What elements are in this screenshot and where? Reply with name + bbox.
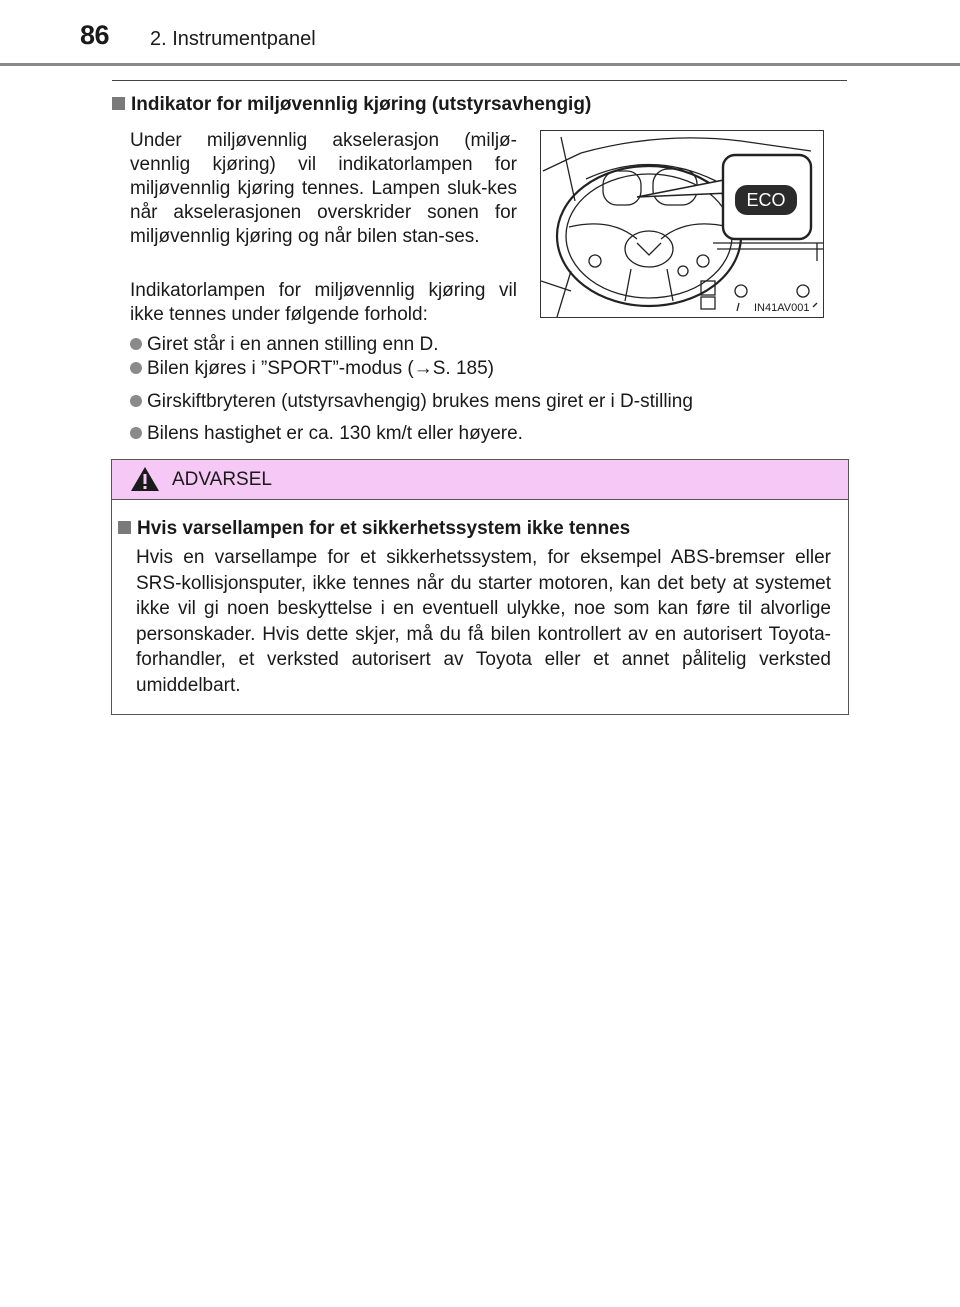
warning-label: ADVARSEL [172, 469, 272, 490]
warning-triangle-icon [130, 466, 160, 497]
page-number: 86 [80, 20, 110, 50]
header-divider [0, 63, 960, 66]
list-item [130, 422, 523, 446]
square-bullet-icon [112, 97, 125, 110]
list-item-text: Girskiftbryteren (utstyrsavhengig) brukes mens giret er i D-stilling [147, 391, 693, 412]
list-item [130, 333, 439, 357]
figure-code: IN41AV001 [754, 302, 810, 314]
warning-header [112, 460, 848, 500]
bullet-dot-icon [130, 427, 142, 439]
bullet-dot-icon [130, 362, 142, 374]
steering-wheel-illustration [541, 131, 823, 317]
paragraph-conditions: Indikatorlampen for miljøvennlig kjøring vil ikke tennes under følgende forhold: [130, 280, 517, 325]
square-bullet-icon [118, 521, 131, 534]
paragraph-intro: Under miljøvennlig akselerasjon (miljø-vennlig kjøring) vil indikatorlampen for miljøvennlig kjøring tennes. Lampen sluk-kes når akselerasjonen overskrider sonen for miljøvennlig kjøring og når bilen stan-ses. [130, 130, 517, 247]
section-title [112, 94, 591, 116]
warning-box [111, 459, 849, 715]
warning-title [118, 518, 630, 540]
warning-text: Hvis en varsellampe for et sikkerhetssystem, for eksempel ABS-bremser eller SRS-kollisjonsputer, ikke tennes når du starter motoren, kan det bety at systemet ikke vil gi noen beskyttelse i en eventuell ulykke, noe som kan føre til alvorlige personskader. Hvis dette skjer, må du få bilen kontrollert av en autorisert Toyota-forhandler, et verksted autorisert av Toyota eller et annet pålitelig verksted umiddelbart. [136, 547, 831, 696]
list-item-text: Giret står i en annen stilling enn D. [147, 334, 439, 355]
list-item [130, 390, 693, 414]
page-header [0, 0, 960, 64]
list-item-text: Bilens hastighet er ca. 130 km/t eller høyere. [147, 423, 523, 444]
bullet-dot-icon [130, 338, 142, 350]
bullet-dot-icon [130, 395, 142, 407]
section-title-text: Indikator for miljøvennlig kjøring (utstyrsavhengig) [131, 94, 592, 115]
warning-title-text: Hvis varsellampen for et sikkerhetssystem ikke tennes [137, 518, 631, 539]
list-item [130, 357, 494, 381]
eco-label: ECO [746, 190, 786, 210]
section-divider [112, 80, 847, 81]
list-item-text: Bilen kjøres i ”SPORT”-modus (→S. 185) [147, 358, 495, 379]
dashboard-illustration [540, 130, 824, 318]
chapter-title: 2. Instrumentpanel [150, 28, 316, 50]
